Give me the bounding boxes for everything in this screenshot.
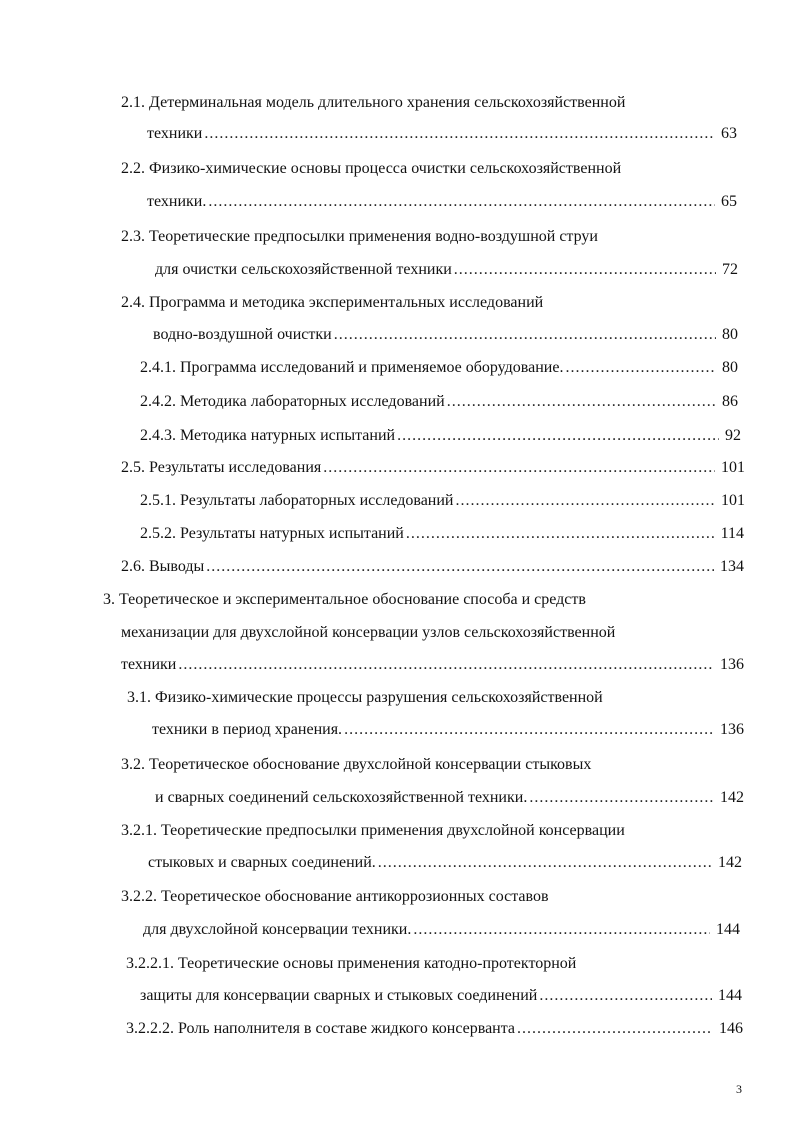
toc-entry-title: 2.5.2. Результаты натурных испытаний bbox=[140, 525, 404, 542]
toc-entry-title: 2.4.3. Методика натурных испытаний bbox=[140, 427, 396, 444]
toc-entry-3-line-1: 3. Теоретическое и экспериментальное обоснование способа и средств bbox=[103, 591, 586, 608]
dot-leader bbox=[323, 455, 715, 481]
toc-entry-page: 72 bbox=[722, 261, 738, 278]
toc-entry-title: и сварных соединений сельскохозяйственной техники. bbox=[155, 789, 528, 806]
toc-entry-2-4 bbox=[153, 322, 738, 348]
dot-leader bbox=[565, 355, 716, 381]
toc-entry-page: 86 bbox=[722, 393, 738, 410]
dot-leader bbox=[208, 189, 715, 215]
toc-entry-3-2-line-1: 3.2. Теоретическое обоснование двухслойной консервации стыковых bbox=[121, 756, 592, 773]
toc-entry-title: техники bbox=[121, 656, 177, 673]
toc-entry-3-2-2-1 bbox=[140, 983, 742, 1009]
dot-leader bbox=[344, 717, 714, 743]
toc-entry-title: 3.2.2.2. Роль наполнителя в составе жидкого консерванта bbox=[126, 1020, 516, 1037]
dot-leader bbox=[529, 785, 714, 811]
toc-entry-3-2-1 bbox=[148, 850, 742, 876]
page-number: 3 bbox=[736, 1082, 742, 1096]
toc-entry-2-3-line-1: 2.3. Теоретические предпосылки применения водно-воздушной струи bbox=[121, 228, 598, 245]
toc-entry-title: 2.5.1. Результаты лабораторных исследований bbox=[140, 492, 454, 509]
toc-entry-page: 136 bbox=[720, 721, 744, 738]
toc-entry-title: техники bbox=[147, 125, 203, 142]
toc-entry-3-2-2 bbox=[143, 917, 740, 943]
toc-entry-page: 136 bbox=[720, 656, 744, 673]
dot-leader bbox=[178, 652, 714, 678]
dot-leader bbox=[334, 322, 716, 348]
toc-entry-2-2-line-1: 2.2. Физико-химические основы процесса очистки сельскохозяйственной bbox=[121, 160, 622, 177]
dot-leader bbox=[397, 423, 719, 449]
toc-entry-page: 65 bbox=[721, 193, 737, 210]
toc-entry-3-line-2: механизации для двухслойной консервации узлов сельскохозяйственной bbox=[121, 624, 616, 641]
toc-entry-2-1 bbox=[147, 121, 737, 147]
dot-leader bbox=[517, 1016, 713, 1042]
toc-entry-2-4-2 bbox=[140, 389, 738, 415]
toc-entry-title: защиты для консервации сварных и стыковых соединений bbox=[140, 987, 538, 1004]
toc-entry-title: 2.4.1. Программа исследований и применяемое оборудование. bbox=[140, 359, 564, 376]
toc-entry-title: 2.5. Результаты исследования bbox=[121, 459, 322, 476]
toc-entry-2-4-3 bbox=[140, 423, 741, 449]
toc-entry-page: 80 bbox=[722, 326, 738, 343]
toc-entry-2-1-line-1: 2.1. Детерминальная модель длительного хранения сельскохозяйственной bbox=[121, 94, 626, 111]
toc-entry-3-1-line-1: 3.1. Физико-химические процессы разрушения сельскохозяйственной bbox=[127, 689, 603, 706]
dot-leader bbox=[206, 554, 714, 580]
toc-entry-2-2 bbox=[147, 189, 737, 215]
toc-entry-title: техники. bbox=[147, 193, 207, 210]
toc-entry-page: 63 bbox=[721, 125, 737, 142]
toc-entry-3-2-2-line-1: 3.2.2. Теоретическое обоснование антикоррозионных составов bbox=[121, 888, 549, 905]
toc-entry-title: для двухслойной консервации техники. bbox=[143, 921, 412, 938]
toc-entry-title: для очистки сельскохозяйственной техники bbox=[155, 261, 452, 278]
toc-entry-title: 2.4.2. Методика лабораторных исследований bbox=[140, 393, 445, 410]
dot-leader bbox=[539, 983, 712, 1009]
toc-entry-2-6 bbox=[121, 554, 744, 580]
toc-entry-2-5 bbox=[121, 455, 745, 481]
toc-entry-page: 114 bbox=[720, 525, 744, 542]
toc-entry-3-2-1-line-1: 3.2.1. Теоретические предпосылки применения двухслойной консервации bbox=[121, 822, 625, 839]
toc-entry-2-4-line-1: 2.4. Программа и методика экспериментальных исследований bbox=[121, 294, 544, 311]
toc-entry-3-2 bbox=[155, 785, 744, 811]
toc-entry-title: стыковых и сварных соединений. bbox=[148, 854, 376, 871]
toc-entry-3-1 bbox=[152, 717, 744, 743]
toc-entry-2-5-2 bbox=[140, 521, 744, 547]
toc-entry-page: 142 bbox=[718, 854, 742, 871]
toc-entry-3 bbox=[121, 652, 744, 678]
dot-leader bbox=[204, 121, 715, 147]
dot-leader bbox=[413, 917, 710, 943]
toc-entry-page: 92 bbox=[725, 427, 741, 444]
toc-entry-title: техники в период хранения. bbox=[152, 721, 343, 738]
toc-entry-title: 2.6. Выводы bbox=[121, 558, 205, 575]
dot-leader bbox=[455, 488, 715, 514]
toc-entry-page: 142 bbox=[720, 789, 744, 806]
toc-entry-2-5-1 bbox=[140, 488, 745, 514]
toc-entry-3-2-2-2 bbox=[126, 1016, 743, 1042]
dot-leader bbox=[378, 850, 712, 876]
toc-entry-page: 144 bbox=[716, 921, 740, 938]
toc-entry-page: 134 bbox=[720, 558, 744, 575]
toc-entry-page: 146 bbox=[719, 1020, 743, 1037]
toc-entry-3-2-2-1-line-1: 3.2.2.1. Теоретические основы применения катодно-протекторной bbox=[126, 955, 577, 972]
toc-entry-2-4-1 bbox=[140, 355, 738, 381]
dot-leader bbox=[454, 257, 716, 283]
dot-leader bbox=[447, 389, 716, 415]
dot-leader bbox=[406, 521, 715, 547]
toc-entry-title: водно-воздушной очистки bbox=[153, 326, 332, 343]
toc-entry-page: 101 bbox=[721, 492, 745, 509]
toc-entry-page: 80 bbox=[722, 359, 738, 376]
toc-entry-page: 144 bbox=[718, 987, 742, 1004]
toc-entry-page: 101 bbox=[721, 459, 745, 476]
toc-entry-2-3 bbox=[155, 257, 738, 283]
